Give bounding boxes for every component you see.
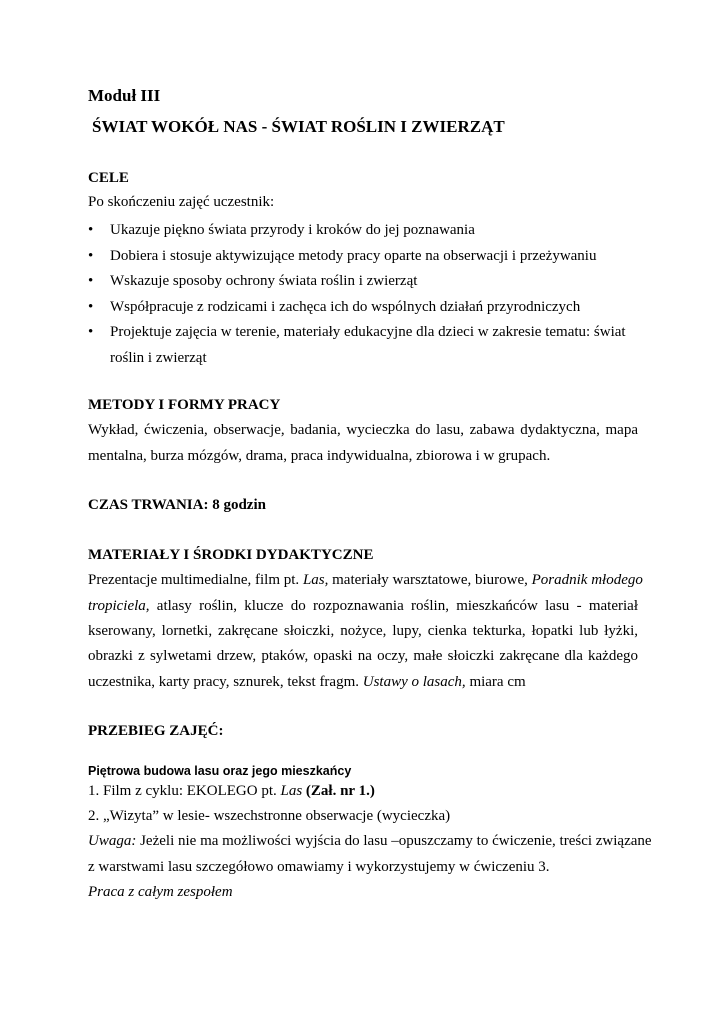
- przebieg-item-1: [88, 783, 375, 800]
- przebieg-subheading: Piętrowa budowa lasu oraz jego mieszkańcy: [88, 764, 352, 778]
- law-title: Ustawy o lasach,: [362, 674, 466, 690]
- metody-line-2: mentalna, burza mózgów, drama, praca indywidualna, zbiorowa i w grupach.: [88, 448, 551, 464]
- list-item-text: Ukazuje piękno świata przyrody i kroków do jej poznawania: [110, 222, 475, 238]
- cele-heading: CELE: [88, 170, 129, 186]
- uwaga-line-1: [88, 833, 652, 850]
- text-run: uczestnika, karty pracy, sznurek, tekst fragm.: [88, 674, 363, 690]
- bullet-icon: •: [88, 247, 94, 264]
- bullet-icon: •: [88, 273, 94, 289]
- metody-line-1: Wykład, ćwiczenia, obserwacje, badania, wycieczka do lasu, zabawa dydaktyczna, mapa: [88, 422, 638, 438]
- list-item-text: Dobiera i stosuje aktywizujące metody pracy oparte na obserwacji i przeżywaniu: [110, 247, 597, 264]
- list-item: [88, 246, 648, 272]
- list-item-text: roślin i zwierząt: [110, 349, 207, 366]
- text-run: Jeżeli nie ma możliwości wyjścia do lasu –opuszczamy to ćwiczenie, treści związane: [136, 833, 652, 849]
- uwaga-line-2: z warstwami lasu szczegółowo omawiamy i wykorzystujemy w ćwiczeniu 3.: [88, 859, 550, 875]
- text-run: 1. Film z cyklu: EKOLEGO pt.: [88, 783, 281, 799]
- list-item-text: Wskazuje sposoby ochrony świata roślin i zwierząt: [110, 273, 418, 289]
- list-item-text: Współpracuje z rodzicami i zachęca ich do wspólnych działań przyrodniczych: [110, 298, 581, 315]
- text-run: materiały warsztatowe, biurowe,: [328, 572, 532, 588]
- list-item-continuation: [88, 348, 648, 374]
- text-run: Prezentacje multimedialne, film pt.: [88, 572, 303, 588]
- book-title: Poradnik młodego: [531, 572, 643, 588]
- list-item: [88, 297, 648, 323]
- list-item: [88, 271, 648, 297]
- list-item-text: Projektuje zajęcia w terenie, materiały edukacyjne dla dzieci w zakresie tematu: świat: [110, 324, 626, 340]
- bullet-icon: •: [88, 298, 94, 315]
- text-run: miara cm: [465, 674, 526, 690]
- czas-trwania: CZAS TRWANIA: 8 godzin: [88, 497, 266, 513]
- film-title: Las: [280, 783, 303, 799]
- przebieg-item-2: 2. „Wizyta” w lesie- wszechstronne obserwacje (wycieczka): [88, 808, 451, 824]
- uwaga-label: Uwaga:: [88, 833, 137, 849]
- materialy-heading: MATERIAŁY I ŚRODKI DYDAKTYCZNE: [88, 547, 374, 563]
- bullet-icon: •: [88, 324, 94, 340]
- list-item: [88, 322, 648, 348]
- materialy-line-1: [88, 572, 643, 589]
- cele-intro: Po skończeniu zajęć uczestnik:: [88, 194, 275, 210]
- materialy-line-3: kserowany, lornetki, zakręcane słoiczki, nożyce, lupy, cienka tekturka, łopatki lub łyżki,: [88, 623, 638, 639]
- cele-list: [88, 220, 648, 373]
- przebieg-heading: PRZEBIEG ZAJĘĆ:: [88, 723, 224, 739]
- list-item: [88, 220, 648, 246]
- attachment-ref: (Zał. nr 1.): [302, 783, 375, 799]
- film-title: Las,: [302, 572, 329, 588]
- module-title: ŚWIAT WOKÓŁ NAS - ŚWIAT ROŚLIN I ZWIERZĄT: [92, 117, 505, 136]
- book-title-cont: tropiciela,: [88, 598, 150, 614]
- materialy-line-5: [88, 674, 526, 691]
- module-label: Moduł III: [88, 86, 161, 105]
- materialy-line-4: obrazki z sylwetami drzew, ptaków, opaski na oczy, małe słoiczki zakręcane dla każdego: [88, 648, 638, 664]
- materialy-line-2: [88, 598, 638, 615]
- text-run: atlasy roślin, klucze do rozpoznawania roślin, mieszkańców lasu - materiał: [149, 598, 638, 614]
- praca-zespol: Praca z całym zespołem: [88, 884, 233, 900]
- metody-heading: METODY I FORMY PRACY: [88, 397, 281, 413]
- bullet-icon: •: [88, 222, 94, 238]
